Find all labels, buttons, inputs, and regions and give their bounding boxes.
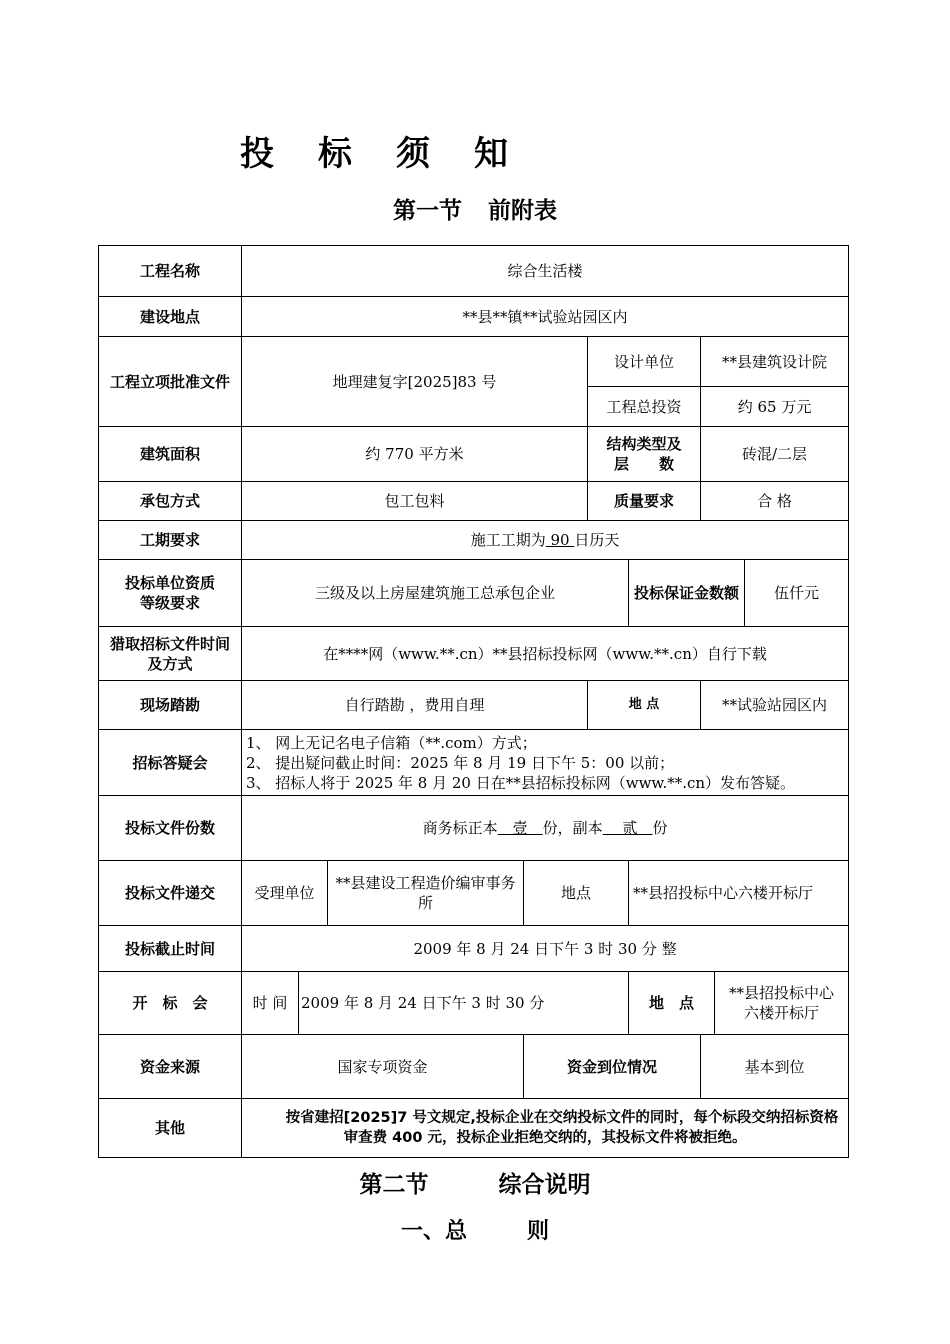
funding-status-value: 基本到位 xyxy=(701,1035,849,1099)
table-row xyxy=(99,427,849,482)
table-row xyxy=(99,337,849,387)
structure-value: 砖混/二层 xyxy=(701,427,849,482)
duration-days: 90 xyxy=(545,531,575,549)
table-row xyxy=(99,297,849,337)
submission-place-value: **县招投标中心六楼开标厅 xyxy=(629,861,849,926)
obtain-docs-value: 在****网（www.**.cn）**县招标投标网（www.**.cn）自行下载 xyxy=(242,627,849,681)
submission-recv-label: 受理单位 xyxy=(242,861,328,926)
approval-value: 地理建复字[2025]83 号 xyxy=(242,337,588,427)
section-2-number: 第二节 xyxy=(359,1172,429,1198)
section-2-heading xyxy=(0,1166,950,1199)
subsection-name: 则 xyxy=(527,1219,550,1244)
qa-line-3: 3、 招标人将于 2025 年 8 月 20 日在**县招标投标网（www.**.cn）发布答疑。 xyxy=(246,773,796,792)
area-value: 约 770 平方米 xyxy=(242,427,588,482)
contract-label: 承包方式 xyxy=(99,482,242,521)
submission-recv-value: **县建设工程造价编审事务所 xyxy=(328,861,524,926)
copies-text-2: 份，副本 xyxy=(542,819,603,837)
table-row xyxy=(99,246,849,297)
opening-label: 开 标 会 xyxy=(99,972,242,1035)
qa-meeting-value xyxy=(242,730,849,796)
duration-prefix: 施工工期为 xyxy=(470,531,546,549)
deposit-label: 投标保证金数额 xyxy=(629,560,745,627)
funding-value: 国家专项资金 xyxy=(242,1035,524,1099)
contract-value: 包工包料 xyxy=(242,482,588,521)
other-text: 按省建招[2025]7 号文规定,投标企业在交纳投标文件的同时，每个标段交纳招标资格审查费 400 元，投标企业拒绝交纳的，其投标文件将被拒绝。 xyxy=(285,1110,839,1146)
subsection-number: 一、总 xyxy=(400,1219,467,1244)
opening-time-cell xyxy=(242,972,629,1035)
obtain-docs-label xyxy=(99,627,242,681)
section-1-name: 前附表 xyxy=(488,198,557,224)
approval-label: 工程立项批准文件 xyxy=(99,337,242,427)
site-visit-place-value: **试验站园区内 xyxy=(701,681,849,730)
structure-label xyxy=(588,427,701,482)
opening-place-line1: **县招投标中心 xyxy=(729,984,835,1002)
site-visit-place-label: 地 点 xyxy=(588,681,701,730)
copies-text-3: 份 xyxy=(652,819,668,837)
copies-value xyxy=(242,796,849,861)
table-row xyxy=(99,482,849,521)
qa-line-2: 2、 提出疑问截止时间：2025 年 8 月 19 日下午 5：00 以前； xyxy=(246,753,675,772)
quality-label: 质量要求 xyxy=(588,482,701,521)
submission-place-label: 地点 xyxy=(524,861,629,926)
opening-time-label: 时 间 xyxy=(242,972,299,1034)
funding-status-label: 资金到位情况 xyxy=(524,1035,701,1099)
duration-label: 工期要求 xyxy=(99,521,242,560)
funding-label: 资金来源 xyxy=(99,1035,242,1099)
qualification-label xyxy=(99,560,242,627)
project-name-value: 综合生活楼 xyxy=(242,246,849,297)
opening-place-value xyxy=(715,972,849,1035)
opening-place-label: 地 点 xyxy=(629,972,715,1035)
table-row xyxy=(99,1099,849,1158)
design-unit-label: 设计单位 xyxy=(588,337,701,387)
copies-duplicate-count: 贰 xyxy=(602,819,653,837)
deposit-value: 伍仟元 xyxy=(745,560,849,627)
table-row xyxy=(99,972,849,1035)
qualification-label-line2: 等级要求 xyxy=(139,594,200,612)
section-1-number: 第一节 xyxy=(393,198,462,224)
table-row xyxy=(99,861,849,926)
section-1-heading xyxy=(0,192,950,225)
document-title: 投标须知 xyxy=(240,134,552,174)
obtain-docs-label-line2: 及方式 xyxy=(147,654,193,673)
copies-text-1: 商务标正本 xyxy=(422,819,498,837)
qa-meeting-label: 招标答疑会 xyxy=(99,730,242,796)
obtain-docs-label-line1: 猎取招标文件时间 xyxy=(109,634,230,653)
table-row xyxy=(99,521,849,560)
investment-label: 工程总投资 xyxy=(588,387,701,427)
table-row xyxy=(99,681,849,730)
duration-suffix: 日历天 xyxy=(574,531,620,549)
opening-place-line2: 六楼开标厅 xyxy=(744,1004,820,1022)
project-name-label: 工程名称 xyxy=(99,246,242,297)
deadline-label: 投标截止时间 xyxy=(99,926,242,972)
copies-original-count: 壹 xyxy=(497,819,543,837)
duration-value xyxy=(242,521,849,560)
submission-label: 投标文件递交 xyxy=(99,861,242,926)
section-2-name: 综合说明 xyxy=(498,1172,591,1198)
area-label: 建筑面积 xyxy=(99,427,242,482)
table-row xyxy=(99,1035,849,1099)
other-label: 其他 xyxy=(99,1099,242,1158)
copies-label: 投标文件份数 xyxy=(99,796,242,861)
qualification-label-line1: 投标单位资质 xyxy=(124,574,215,592)
site-visit-value: 自行踏勘 ，费用自理 xyxy=(242,681,588,730)
table-row xyxy=(99,926,849,972)
table-row xyxy=(99,730,849,796)
subsection-heading xyxy=(0,1214,950,1245)
structure-label-line1: 结构类型及 xyxy=(606,435,682,453)
bid-appendix-table xyxy=(98,245,849,1158)
location-value: **县**镇**试验站园区内 xyxy=(242,297,849,337)
qualification-value: 三级及以上房屋建筑施工总承包企业 xyxy=(242,560,629,627)
qa-line-1: 1、 网上无记名电子信箱（**.com）方式； xyxy=(246,733,537,752)
investment-value: 约 65 万元 xyxy=(701,387,849,427)
table-row xyxy=(99,627,849,681)
opening-time-value: 2009 年 8 月 24 日下午 3 时 30 分 xyxy=(301,994,545,1012)
other-value xyxy=(242,1099,849,1158)
structure-label-line2: 层 数 xyxy=(613,455,674,473)
deadline-value: 2009 年 8 月 24 日下午 3 时 30 分 整 xyxy=(242,926,849,972)
site-visit-label: 现场踏勘 xyxy=(99,681,242,730)
location-label: 建设地点 xyxy=(99,297,242,337)
table-row xyxy=(99,560,849,627)
table-row xyxy=(99,796,849,861)
quality-value: 合 格 xyxy=(701,482,849,521)
design-unit-value: **县建筑设计院 xyxy=(701,337,849,387)
